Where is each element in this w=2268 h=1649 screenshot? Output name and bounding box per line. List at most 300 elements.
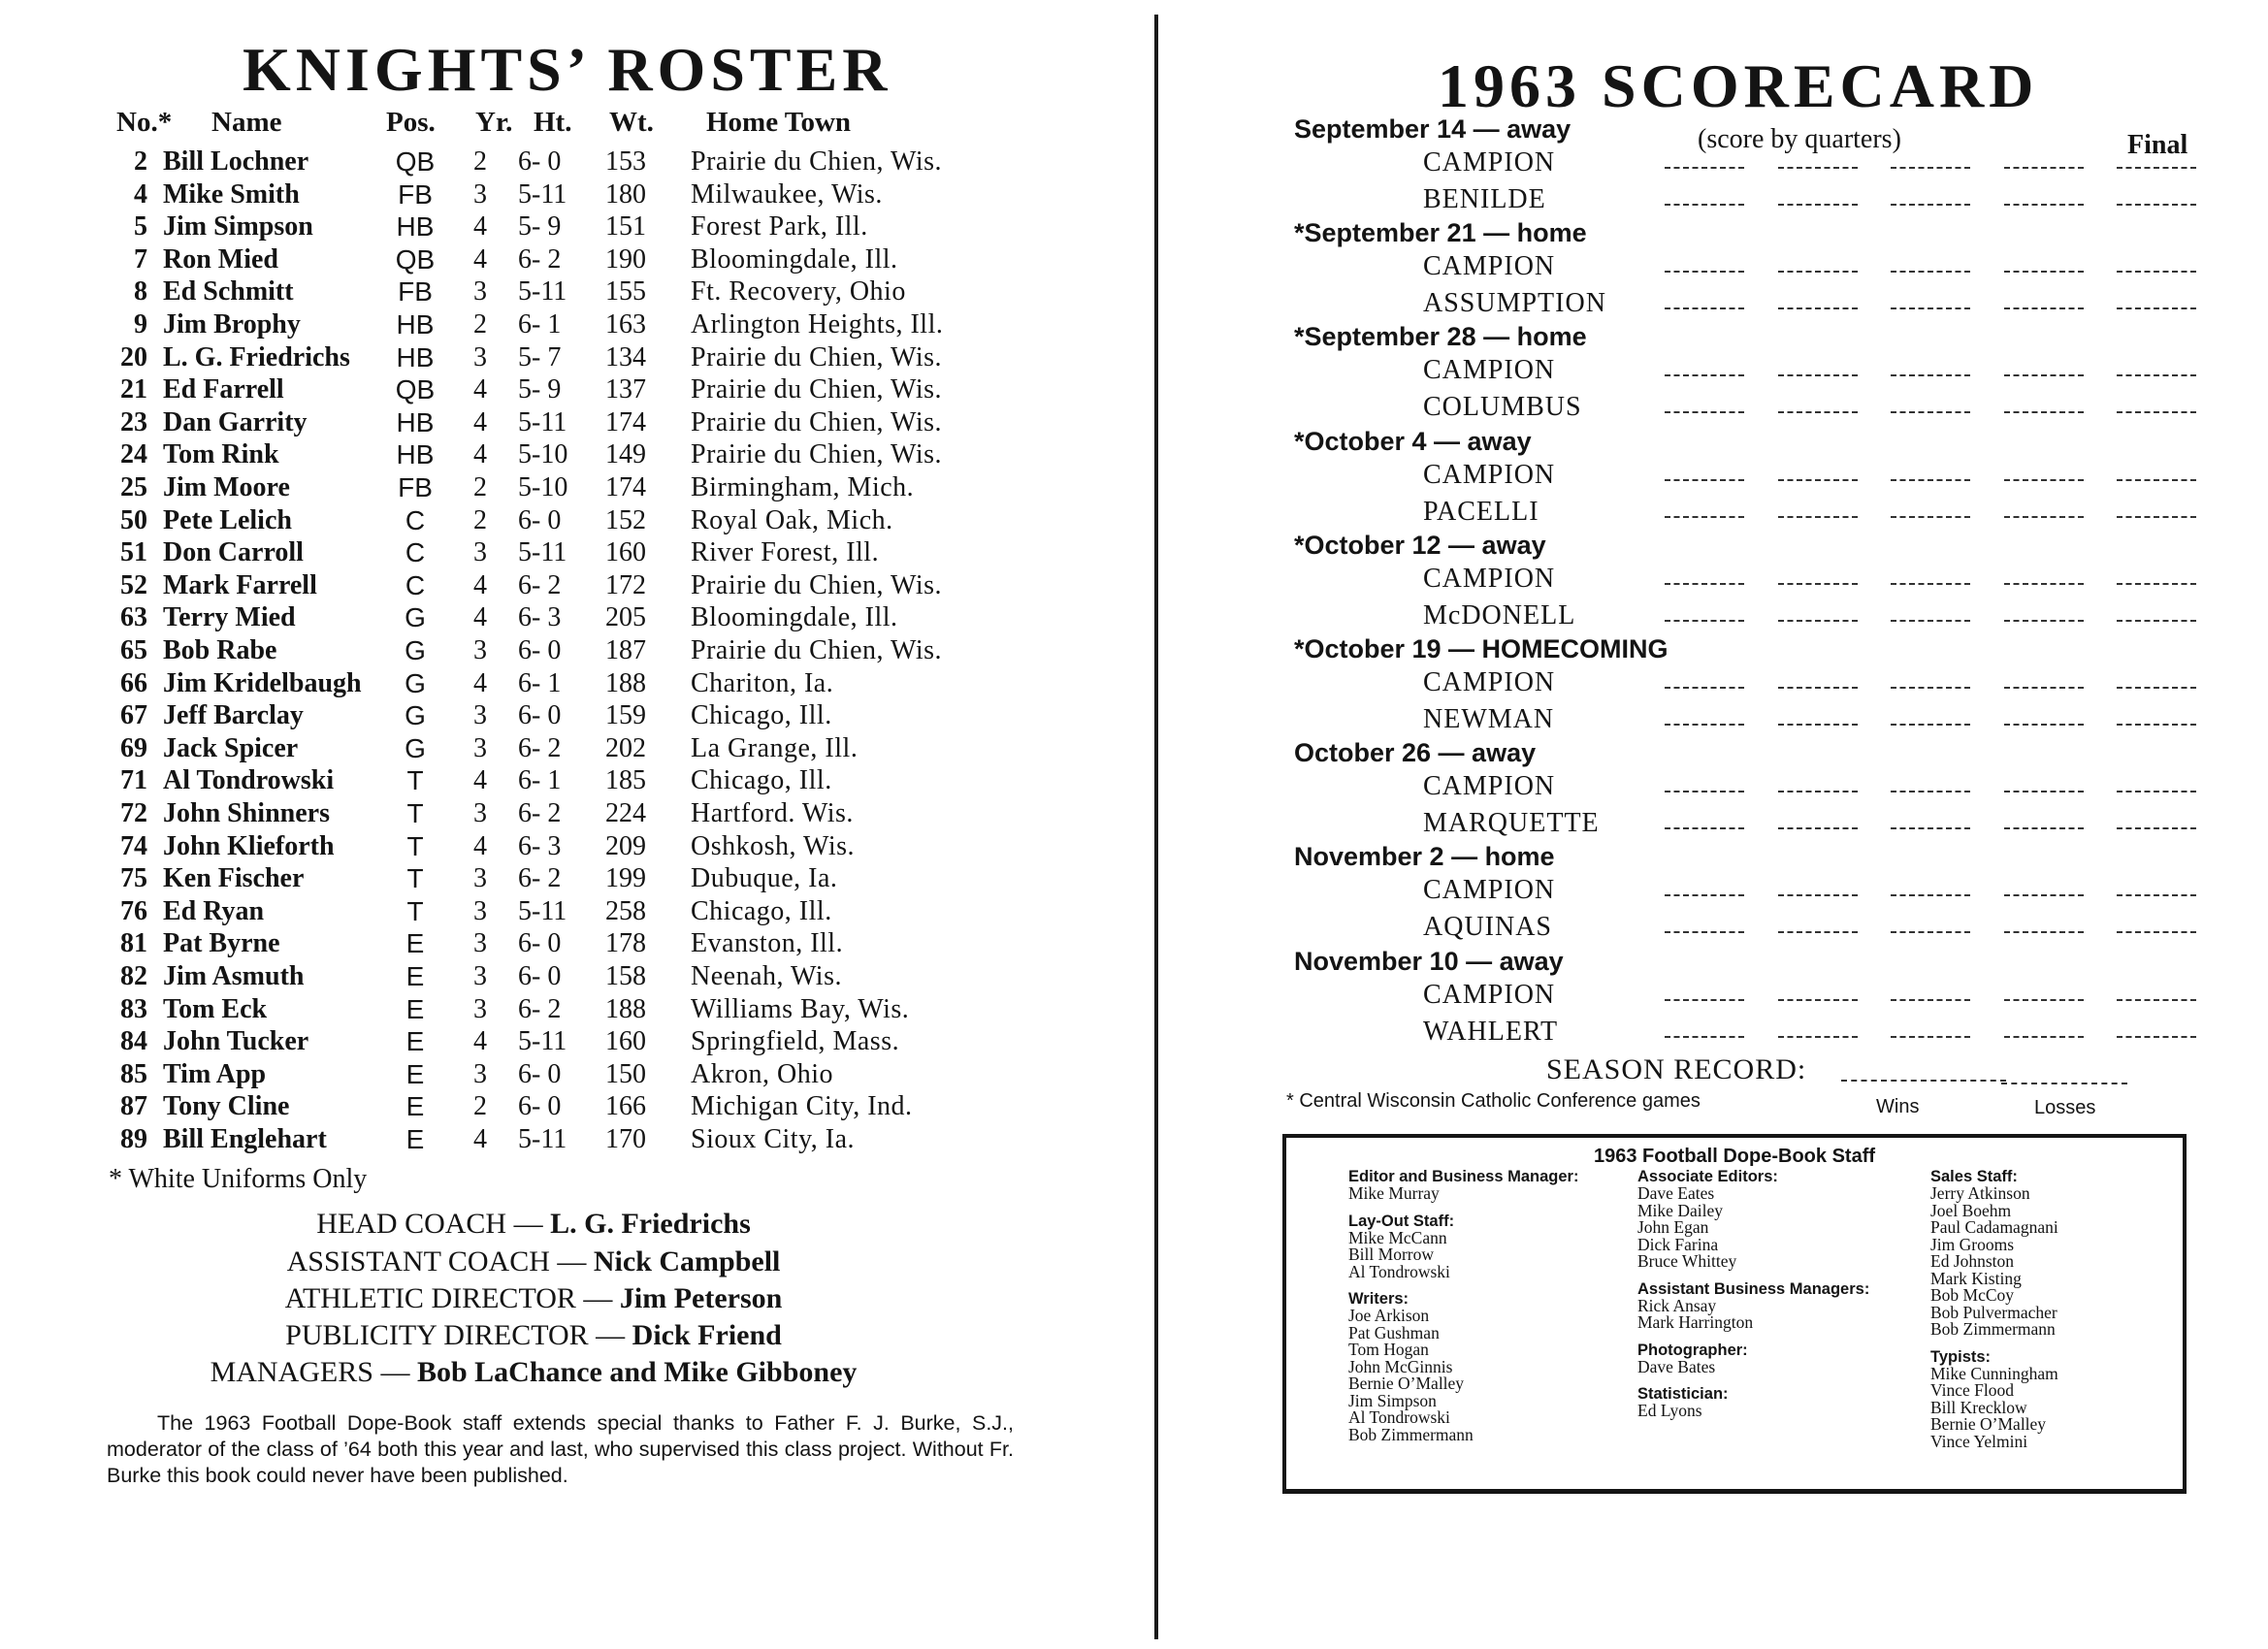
- final-score-blank[interactable]: [2117, 1036, 2196, 1042]
- player-hometown: Birmingham, Mich.: [691, 472, 915, 502]
- player-name: Tom Eck: [163, 993, 268, 1024]
- score-blanks[interactable]: [1665, 894, 2196, 900]
- player-weight: 209: [605, 830, 646, 861]
- staff-group-heading: Lay-Out Staff:: [1348, 1212, 1455, 1230]
- game-home-team: CAMPION: [1423, 667, 1556, 697]
- player-weight: 150: [605, 1058, 646, 1089]
- player-height: 6- 0: [518, 146, 562, 177]
- player-number: 2: [134, 146, 147, 177]
- player-year: 3: [473, 993, 487, 1024]
- staff-member-name: Bob McCoy: [1930, 1285, 2015, 1305]
- season-wins-blank: [1841, 1080, 2006, 1082]
- final-score-blank[interactable]: [2117, 167, 2196, 173]
- staff-member-name: Paul Cadamagnani: [1930, 1217, 2058, 1237]
- quarter-score-blank[interactable]: [1891, 374, 1970, 380]
- final-score-blank[interactable]: [2117, 999, 2196, 1005]
- roster-row: [0, 505, 1067, 538]
- coach-line: [0, 1319, 1067, 1352]
- final-score-blank[interactable]: [2117, 583, 2196, 589]
- coach-name: Jim Peterson: [619, 1282, 783, 1314]
- quarter-score-blank[interactable]: [1891, 167, 1970, 173]
- player-name: Jim Asmuth: [163, 961, 305, 991]
- quarter-score-blank[interactable]: [1778, 687, 1858, 693]
- score-blanks[interactable]: [1665, 999, 2196, 1005]
- player-name: Ed Ryan: [163, 895, 265, 926]
- quarter-score-blank[interactable]: [1891, 204, 1970, 210]
- roster-row: [0, 146, 1067, 179]
- roster-row: [0, 961, 1067, 994]
- quarter-score-blank[interactable]: [1665, 479, 1744, 485]
- quarter-score-blank[interactable]: [1665, 724, 1744, 729]
- player-height: 6- 1: [518, 309, 562, 340]
- player-height: 6- 0: [518, 504, 562, 535]
- quarter-score-blank[interactable]: [1665, 411, 1744, 417]
- staff-member-name: Joel Boehm: [1930, 1200, 2012, 1220]
- player-hometown: Michigan City, Ind.: [691, 1091, 913, 1122]
- player-height: 6- 0: [518, 1091, 562, 1122]
- player-number: 8: [134, 276, 147, 307]
- staff-member-name: Mike Murray: [1348, 1183, 1440, 1203]
- quarter-score-blank[interactable]: [2004, 999, 2084, 1005]
- player-number: 52: [120, 569, 147, 600]
- quarter-score-blank[interactable]: [2004, 931, 2084, 937]
- score-blanks[interactable]: [1665, 931, 2196, 937]
- score-blanks[interactable]: [1665, 724, 2196, 729]
- player-weight: 153: [605, 146, 646, 177]
- game-date: *October 19 — HOMECOMING: [1294, 634, 1669, 663]
- player-name: Tom Rink: [163, 439, 279, 470]
- final-score-blank[interactable]: [2117, 479, 2196, 485]
- staff-member-name: Dave Bates: [1637, 1356, 1716, 1376]
- quarter-score-blank[interactable]: [1891, 516, 1970, 522]
- quarter-score-blank[interactable]: [1891, 271, 1970, 276]
- final-score-blank[interactable]: [2117, 894, 2196, 900]
- quarter-score-blank[interactable]: [1778, 999, 1858, 1005]
- staff-group: [1348, 1169, 1581, 1203]
- quarter-score-blank[interactable]: [1778, 827, 1858, 833]
- quarter-score-blank[interactable]: [2004, 516, 2084, 522]
- quarter-score-blank[interactable]: [1778, 791, 1858, 796]
- game-home-team: CAMPION: [1423, 563, 1556, 594]
- player-hometown: Akron, Ohio: [691, 1058, 834, 1089]
- quarter-score-blank[interactable]: [2004, 479, 2084, 485]
- quarter-score-blank[interactable]: [1891, 999, 1970, 1005]
- player-position: FB: [398, 178, 433, 210]
- quarter-score-blank[interactable]: [1778, 307, 1858, 313]
- player-name: Pat Byrne: [163, 928, 280, 959]
- quarter-score-blank[interactable]: [1778, 894, 1858, 900]
- player-number: 76: [120, 895, 147, 926]
- game-home-team: CAMPION: [1423, 459, 1556, 490]
- player-hometown: Prairie du Chien, Wis.: [691, 439, 942, 470]
- player-name: Don Carroll: [163, 537, 304, 568]
- quarter-score-blank[interactable]: [1665, 827, 1744, 833]
- player-height: 6- 0: [518, 700, 562, 731]
- staff-column: [1930, 1169, 2163, 1461]
- player-number: 72: [120, 798, 147, 828]
- quarter-score-blank[interactable]: [1891, 931, 1970, 937]
- staff-group-heading: Photographer:: [1637, 1341, 1748, 1359]
- player-year: 4: [473, 243, 487, 275]
- final-score-blank[interactable]: [2117, 791, 2196, 796]
- player-year: 3: [473, 1058, 487, 1089]
- quarter-score-blank[interactable]: [1891, 620, 1970, 626]
- player-position: QB: [395, 146, 436, 177]
- quarter-score-blank[interactable]: [1778, 1036, 1858, 1042]
- player-year: 3: [473, 863, 487, 894]
- player-number: 75: [120, 863, 147, 894]
- roster-row: [0, 1026, 1067, 1059]
- player-hometown: Prairie du Chien, Wis.: [691, 146, 942, 177]
- quarter-score-blank[interactable]: [1778, 479, 1858, 485]
- score-blanks[interactable]: [1665, 374, 2196, 380]
- header-pos: Pos.: [386, 107, 436, 138]
- player-number: 9: [134, 309, 147, 340]
- quarter-score-blank[interactable]: [1665, 620, 1744, 626]
- staff-member-name: Jim Grooms: [1930, 1234, 2015, 1254]
- player-year: 4: [473, 667, 487, 698]
- quarter-score-blank[interactable]: [2004, 724, 2084, 729]
- roster-row: [0, 700, 1067, 733]
- player-year: 4: [473, 1124, 487, 1154]
- quarter-score-blank[interactable]: [1665, 791, 1744, 796]
- score-blanks[interactable]: [1665, 620, 2196, 626]
- score-blanks[interactable]: [1665, 271, 2196, 276]
- final-score-blank[interactable]: [2117, 620, 2196, 626]
- final-score-blank[interactable]: [2117, 827, 2196, 833]
- roster-row: [0, 439, 1067, 472]
- game-home-team: CAMPION: [1423, 147, 1556, 178]
- player-hometown: Hartford. Wis.: [691, 798, 854, 828]
- score-blanks[interactable]: [1665, 827, 2196, 833]
- game-home-team: CAMPION: [1423, 251, 1556, 282]
- roster-title: KNIGHTS’ ROSTER: [243, 35, 892, 104]
- player-number: 20: [120, 341, 147, 372]
- scorecard-subtitle: (score by quarters): [1698, 124, 1901, 154]
- staff-group-heading: Editor and Business Manager:: [1348, 1168, 1579, 1185]
- coach-name: Nick Campbell: [593, 1245, 781, 1277]
- player-hometown: Chicago, Ill.: [691, 700, 832, 731]
- player-height: 5-11: [518, 537, 567, 568]
- player-number: 81: [120, 928, 147, 959]
- player-name: Bill Englehart: [163, 1124, 327, 1154]
- score-blanks[interactable]: [1665, 167, 2196, 173]
- quarter-score-blank[interactable]: [1665, 307, 1744, 313]
- final-score-blank[interactable]: [2117, 204, 2196, 210]
- quarter-score-blank[interactable]: [1665, 204, 1744, 210]
- staff-member-name: Tom Hogan: [1348, 1340, 1429, 1359]
- player-hometown: Royal Oak, Mich.: [691, 504, 893, 535]
- quarter-score-blank[interactable]: [1778, 167, 1858, 173]
- final-score-blank[interactable]: [2117, 411, 2196, 417]
- quarter-score-blank[interactable]: [2004, 374, 2084, 380]
- player-weight: 224: [605, 798, 646, 828]
- final-score-blank[interactable]: [2117, 374, 2196, 380]
- player-year: 3: [473, 341, 487, 372]
- player-hometown: Williams Bay, Wis.: [691, 993, 910, 1024]
- player-height: 5-11: [518, 276, 567, 307]
- quarter-score-blank[interactable]: [1665, 931, 1744, 937]
- game-opponent: BENILDE: [1423, 184, 1546, 214]
- quarter-score-blank[interactable]: [2004, 411, 2084, 417]
- quarter-score-blank[interactable]: [2004, 620, 2084, 626]
- player-position: T: [406, 830, 424, 861]
- player-number: 85: [120, 1058, 147, 1089]
- roster-row: [0, 211, 1067, 244]
- player-position: G: [405, 667, 426, 698]
- player-year: 2: [473, 504, 487, 535]
- player-weight: 174: [605, 472, 646, 502]
- quarter-score-blank[interactable]: [1891, 724, 1970, 729]
- player-height: 6- 0: [518, 1058, 562, 1089]
- staff-group-heading: Writers:: [1348, 1290, 1409, 1308]
- final-score-blank[interactable]: [2117, 724, 2196, 729]
- final-score-blank[interactable]: [2117, 516, 2196, 522]
- coach-line: [0, 1208, 1067, 1241]
- player-height: 6- 2: [518, 798, 562, 828]
- player-hometown: Bloomingdale, Ill.: [691, 243, 898, 275]
- game-date: November 10 — away: [1294, 946, 1564, 976]
- roster-row: [0, 244, 1067, 277]
- staff-member-name: Al Tondrowski: [1348, 1407, 1450, 1427]
- game-home-team: CAMPION: [1423, 355, 1556, 386]
- quarter-score-blank[interactable]: [2004, 167, 2084, 173]
- player-name: Jim Moore: [163, 472, 290, 502]
- player-number: 71: [120, 765, 147, 796]
- player-height: 5-11: [518, 406, 567, 437]
- quarter-score-blank[interactable]: [1891, 894, 1970, 900]
- uniform-note: * White Uniforms Only: [109, 1164, 368, 1194]
- player-number: 24: [120, 439, 147, 470]
- game-opponent: ASSUMPTION: [1423, 288, 1606, 319]
- player-hometown: Ft. Recovery, Ohio: [691, 276, 906, 307]
- game-home-team: CAMPION: [1423, 771, 1556, 802]
- player-weight: 190: [605, 243, 646, 275]
- player-height: 5-11: [518, 1124, 567, 1154]
- quarter-score-blank[interactable]: [1778, 204, 1858, 210]
- player-year: 3: [473, 895, 487, 926]
- player-number: 66: [120, 667, 147, 698]
- quarter-score-blank[interactable]: [1665, 687, 1744, 693]
- player-year: 4: [473, 765, 487, 796]
- staff-member-name: Bill Morrow: [1348, 1245, 1434, 1264]
- coach-name: L. G. Friedrichs: [550, 1208, 751, 1240]
- player-year: 3: [473, 798, 487, 828]
- quarter-score-blank[interactable]: [1778, 620, 1858, 626]
- quarter-score-blank[interactable]: [1891, 307, 1970, 313]
- quarter-score-blank[interactable]: [1778, 271, 1858, 276]
- player-year: 4: [473, 406, 487, 437]
- player-weight: 202: [605, 732, 646, 763]
- roster-row: [0, 928, 1067, 961]
- player-height: 6- 0: [518, 635, 562, 665]
- staff-member-name: Ed Lyons: [1637, 1401, 1702, 1420]
- roster-row: [0, 896, 1067, 929]
- player-weight: 155: [605, 276, 646, 307]
- player-year: 4: [473, 1026, 487, 1057]
- staff-group-heading: Statistician:: [1637, 1385, 1729, 1403]
- player-height: 6- 1: [518, 765, 562, 796]
- player-height: 6- 2: [518, 993, 562, 1024]
- quarter-score-blank[interactable]: [2004, 827, 2084, 833]
- roster-row: [0, 179, 1067, 212]
- final-score-blank[interactable]: [2117, 931, 2196, 937]
- player-position: E: [405, 1026, 425, 1057]
- player-number: 63: [120, 602, 147, 633]
- staff-group: [1348, 1291, 1581, 1443]
- quarter-score-blank[interactable]: [2004, 791, 2084, 796]
- player-number: 69: [120, 732, 147, 763]
- quarter-score-blank[interactable]: [1778, 516, 1858, 522]
- quarter-score-blank[interactable]: [1665, 583, 1744, 589]
- staff-member-name: John McGinnis: [1348, 1356, 1453, 1376]
- player-hometown: Springfield, Mass.: [691, 1026, 900, 1057]
- player-number: 21: [120, 374, 147, 405]
- staff-group: [1637, 1386, 1870, 1420]
- quarter-score-blank[interactable]: [1665, 1036, 1744, 1042]
- player-height: 6- 2: [518, 569, 562, 600]
- score-blanks[interactable]: [1665, 1036, 2196, 1042]
- quarter-score-blank[interactable]: [1891, 583, 1970, 589]
- quarter-score-blank[interactable]: [1891, 479, 1970, 485]
- player-year: 4: [473, 830, 487, 861]
- player-position: C: [405, 569, 426, 600]
- final-score-blank[interactable]: [2117, 687, 2196, 693]
- quarter-score-blank[interactable]: [1891, 1036, 1970, 1042]
- player-year: 3: [473, 700, 487, 731]
- score-blanks[interactable]: [1665, 307, 2196, 313]
- score-blanks[interactable]: [1665, 411, 2196, 417]
- player-year: 2: [473, 472, 487, 502]
- quarter-score-blank[interactable]: [1665, 894, 1744, 900]
- quarter-score-blank[interactable]: [1891, 791, 1970, 796]
- player-number: 82: [120, 961, 147, 991]
- staff-member-name: Al Tondrowski: [1348, 1261, 1450, 1281]
- player-position: T: [406, 863, 424, 894]
- score-blanks[interactable]: [1665, 583, 2196, 589]
- player-height: 5-10: [518, 472, 568, 502]
- player-number: 87: [120, 1091, 147, 1122]
- final-label: Final: [2127, 130, 2188, 160]
- player-hometown: Forest Park, Ill.: [691, 211, 868, 242]
- score-blanks[interactable]: [1665, 516, 2196, 522]
- final-score-blank[interactable]: [2117, 307, 2196, 313]
- player-hometown: Bloomingdale, Ill.: [691, 602, 898, 633]
- staff-member-name: Bob Zimmermann: [1348, 1424, 1474, 1444]
- quarter-score-blank[interactable]: [1665, 271, 1744, 276]
- player-year: 3: [473, 537, 487, 568]
- quarter-score-blank[interactable]: [2004, 687, 2084, 693]
- quarter-score-blank[interactable]: [2004, 204, 2084, 210]
- player-weight: 158: [605, 961, 646, 991]
- player-weight: 187: [605, 635, 646, 665]
- quarter-score-blank[interactable]: [1778, 931, 1858, 937]
- quarter-score-blank[interactable]: [2004, 1036, 2084, 1042]
- quarter-score-blank[interactable]: [1891, 827, 1970, 833]
- quarter-score-blank[interactable]: [1778, 583, 1858, 589]
- coach-name: Dick Friend: [632, 1319, 782, 1351]
- staff-box: [1282, 1134, 2187, 1494]
- player-position: E: [405, 961, 425, 991]
- quarter-score-blank[interactable]: [1665, 167, 1744, 173]
- player-hometown: Prairie du Chien, Wis.: [691, 635, 942, 665]
- player-weight: 172: [605, 569, 646, 600]
- game-date: *September 21 — home: [1294, 218, 1587, 248]
- quarter-score-blank[interactable]: [1778, 374, 1858, 380]
- page-divider: [1154, 15, 1158, 1639]
- player-name: Bob Rabe: [163, 635, 277, 665]
- header-no: No.*: [116, 107, 173, 138]
- score-blanks[interactable]: [1665, 204, 2196, 210]
- quarter-score-blank[interactable]: [1891, 687, 1970, 693]
- player-weight: 152: [605, 504, 646, 535]
- thanks-note: The 1963 Football Dope-Book staff extends special thanks to Father F. J. Burke, S.J., moderator of the class of ’64 both this year and last, who supervised this class project. Without Fr. Burke this book could never have been published.: [107, 1411, 1014, 1487]
- player-hometown: Milwaukee, Wis.: [691, 178, 883, 210]
- staff-member-name: Mike Cunningham: [1930, 1363, 2058, 1383]
- player-name: John Tucker: [163, 1026, 309, 1057]
- player-name: Tony Cline: [163, 1091, 290, 1122]
- quarter-score-blank[interactable]: [1665, 999, 1744, 1005]
- player-name: Ed Farrell: [163, 374, 284, 405]
- player-position: HB: [396, 309, 435, 340]
- staff-group: [1637, 1342, 1870, 1376]
- player-weight: 188: [605, 993, 646, 1024]
- player-hometown: Chicago, Ill.: [691, 765, 832, 796]
- player-height: 5- 9: [518, 211, 562, 242]
- player-name: Jim Kridelbaugh: [163, 667, 362, 698]
- game-date: *October 4 — away: [1294, 426, 1532, 456]
- staff-member-name: Mike McCann: [1348, 1227, 1447, 1247]
- player-number: 84: [120, 1026, 147, 1057]
- score-blanks[interactable]: [1665, 687, 2196, 693]
- coach-role: PUBLICITY DIRECTOR —: [285, 1319, 632, 1351]
- season-record-label: SEASON RECORD:: [1546, 1053, 1807, 1085]
- quarter-score-blank[interactable]: [2004, 307, 2084, 313]
- roster-row: [0, 1124, 1067, 1157]
- player-name: Ken Fischer: [163, 863, 305, 894]
- quarter-score-blank[interactable]: [2004, 583, 2084, 589]
- player-weight: 185: [605, 765, 646, 796]
- player-position: E: [405, 1124, 425, 1154]
- player-height: 5-11: [518, 1026, 567, 1057]
- player-year: 3: [473, 961, 487, 991]
- wins-label: Wins: [1876, 1096, 1920, 1117]
- player-height: 6- 0: [518, 928, 562, 959]
- score-blanks[interactable]: [1665, 479, 2196, 485]
- player-name: Terry Mied: [163, 602, 296, 633]
- quarter-score-blank[interactable]: [1665, 516, 1744, 522]
- quarter-score-blank[interactable]: [1778, 411, 1858, 417]
- roster-row: [0, 276, 1067, 309]
- player-weight: 134: [605, 341, 646, 372]
- score-blanks[interactable]: [1665, 791, 2196, 796]
- quarter-score-blank[interactable]: [1778, 724, 1858, 729]
- player-position: T: [406, 765, 424, 796]
- quarter-score-blank[interactable]: [1665, 374, 1744, 380]
- final-score-blank[interactable]: [2117, 271, 2196, 276]
- quarter-score-blank[interactable]: [2004, 271, 2084, 276]
- player-number: 74: [120, 830, 147, 861]
- player-hometown: Prairie du Chien, Wis.: [691, 341, 942, 372]
- quarter-score-blank[interactable]: [2004, 894, 2084, 900]
- player-position: HB: [396, 406, 435, 437]
- player-weight: 149: [605, 439, 646, 470]
- staff-member-name: Bernie O’Malley: [1348, 1374, 1465, 1393]
- staff-member-name: Dave Eates: [1637, 1183, 1715, 1203]
- player-name: Dan Garrity: [163, 406, 308, 437]
- coach-role: HEAD COACH —: [316, 1208, 551, 1240]
- quarter-score-blank[interactable]: [1891, 411, 1970, 417]
